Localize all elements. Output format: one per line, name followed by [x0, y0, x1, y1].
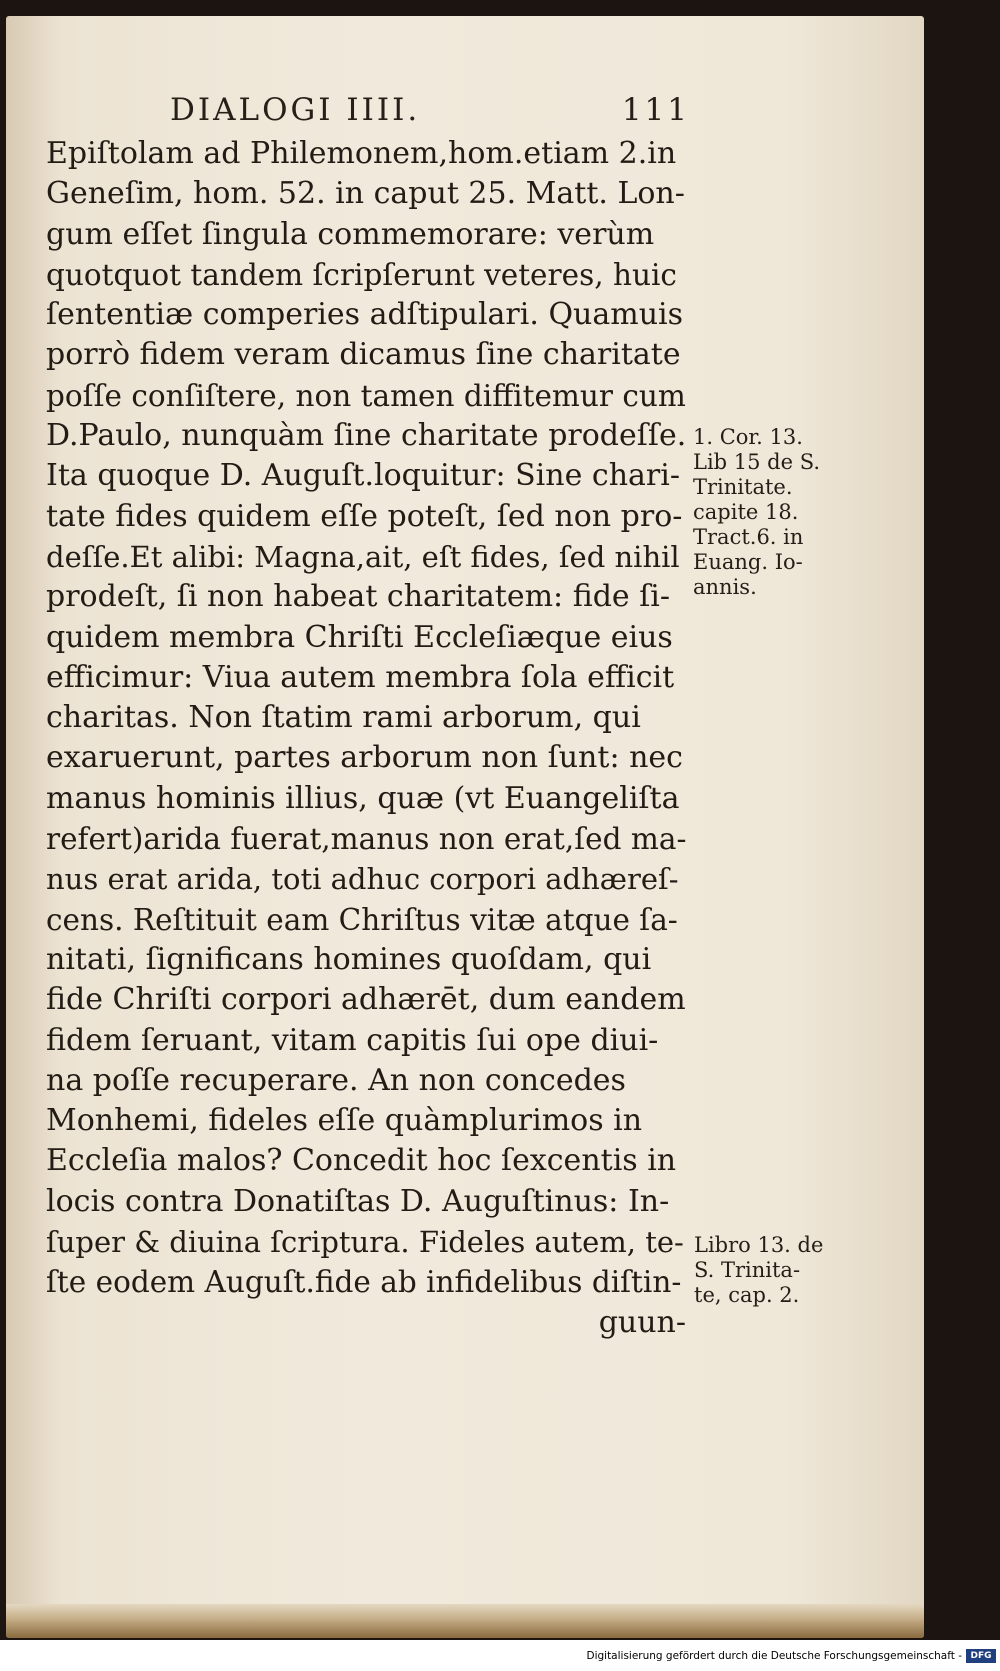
text-line: fidem ſeruant, vitam capitis ſui ope diui-	[46, 1022, 659, 1058]
text-line: Ita quoque D. Auguſt.loquitur: Sine chari-	[46, 458, 680, 494]
text-line: na poſſe recuperare. An non concedes	[46, 1062, 626, 1098]
margin-note-line: Lib 15 de S.	[693, 450, 821, 474]
catchword: guun-	[598, 1304, 686, 1340]
margin-note-line: Trinitate.	[693, 475, 793, 499]
text-line: Geneſim, hom. 52. in caput 25. Matt. Lon-	[46, 176, 685, 212]
running-header	[170, 92, 690, 132]
margin-note-citations	[693, 425, 820, 600]
text-line: nus erat arida, toti adhuc corpori adhæreſ-	[46, 862, 679, 897]
text-line: deſſe.Et alibi: Magna,ait, eſt fides, ſed nihil	[46, 539, 680, 574]
margin-note-line: 1. Cor. 13.	[693, 425, 803, 449]
margin-note-line: te, cap. 2.	[694, 1283, 800, 1307]
text-line: quotquot tandem ſcripſerunt veteres, huic	[46, 257, 677, 292]
text-line: D.Paulo, nunquàm ſine charitate prodeſſe.	[46, 418, 687, 454]
text-line: Eccleſia malos? Concedit hoc ſexcentis in	[46, 1143, 677, 1179]
margin-note-line: Euang. Io-	[693, 550, 803, 574]
text-line: ſententiæ comperies adſtipulari. Quamuis	[46, 297, 684, 333]
text-line: charitas. Non ſtatim rami arborum, qui	[46, 700, 641, 736]
text-block	[46, 134, 686, 1343]
text-line: exaruerunt, partes arborum non ſunt: nec	[46, 740, 683, 776]
margin-note-line: Tract.6. in	[693, 525, 804, 549]
text-line: Monhemi, fideles eſſe quàmplurimos in	[46, 1103, 643, 1139]
text-line: ſte eodem Auguſt.fide ab infidelibus diſtin-	[46, 1265, 682, 1300]
digitization-footer	[0, 1643, 1000, 1671]
margin-note-trinitate	[694, 1233, 823, 1308]
text-line: manus hominis illius, quæ (vt Euangeliſta	[46, 780, 680, 816]
margin-note-line: annis.	[693, 575, 757, 599]
text-line: refert)arida fuerat,manus non erat,ſed ma-	[46, 822, 687, 857]
margin-note-line: capite 18.	[693, 500, 799, 524]
text-line: poſſe conſiſtere, non tamen diffitemur cum	[46, 378, 686, 413]
text-line: nitati, ſignificans homines quoſdam, qui	[46, 941, 652, 977]
page-number: 111	[621, 92, 690, 128]
text-line: gum eſſet ſingula commemorare: verùm	[46, 216, 655, 252]
margin-note-line: Libro 13. de	[694, 1233, 824, 1257]
page-bottom-edge	[6, 1604, 924, 1638]
text-line: fide Chriſti corpori adhærēt, dum eandem	[46, 982, 686, 1018]
text-line: locis contra Donatiſtas D. Auguſtinus: In-	[46, 1183, 670, 1219]
text-line: efficimur: Viua autem membra ſola efficit	[46, 659, 675, 695]
dfg-logo-icon: DFG	[966, 1649, 996, 1663]
text-line: tate fides quidem eſſe poteſt, ſed non pro-	[46, 498, 683, 534]
text-line: quidem membra Chriſti Eccleſiæque eius	[46, 619, 673, 655]
text-line: porrò fidem veram dicamus ſine charitate	[46, 337, 681, 373]
margin-note-line: S. Trinita-	[694, 1258, 801, 1282]
text-line: Epiſtolam ad Philemonem,hom.etiam 2.in	[46, 136, 677, 171]
running-title: DIALOGI IIII.	[170, 92, 421, 128]
text-line: cens. Reſtituit eam Chriſtus vitæ atque ſa-	[46, 902, 678, 937]
text-line: prodeſt, ſi non habeat charitatem: fide ſi-	[46, 579, 671, 615]
text-line: ſuper & diuina ſcriptura. Fideles autem, te-	[46, 1225, 684, 1260]
funding-credit: Digitalisierung gefördert durch die Deutsche Forschungsgemeinschaft -	[586, 1650, 962, 1662]
